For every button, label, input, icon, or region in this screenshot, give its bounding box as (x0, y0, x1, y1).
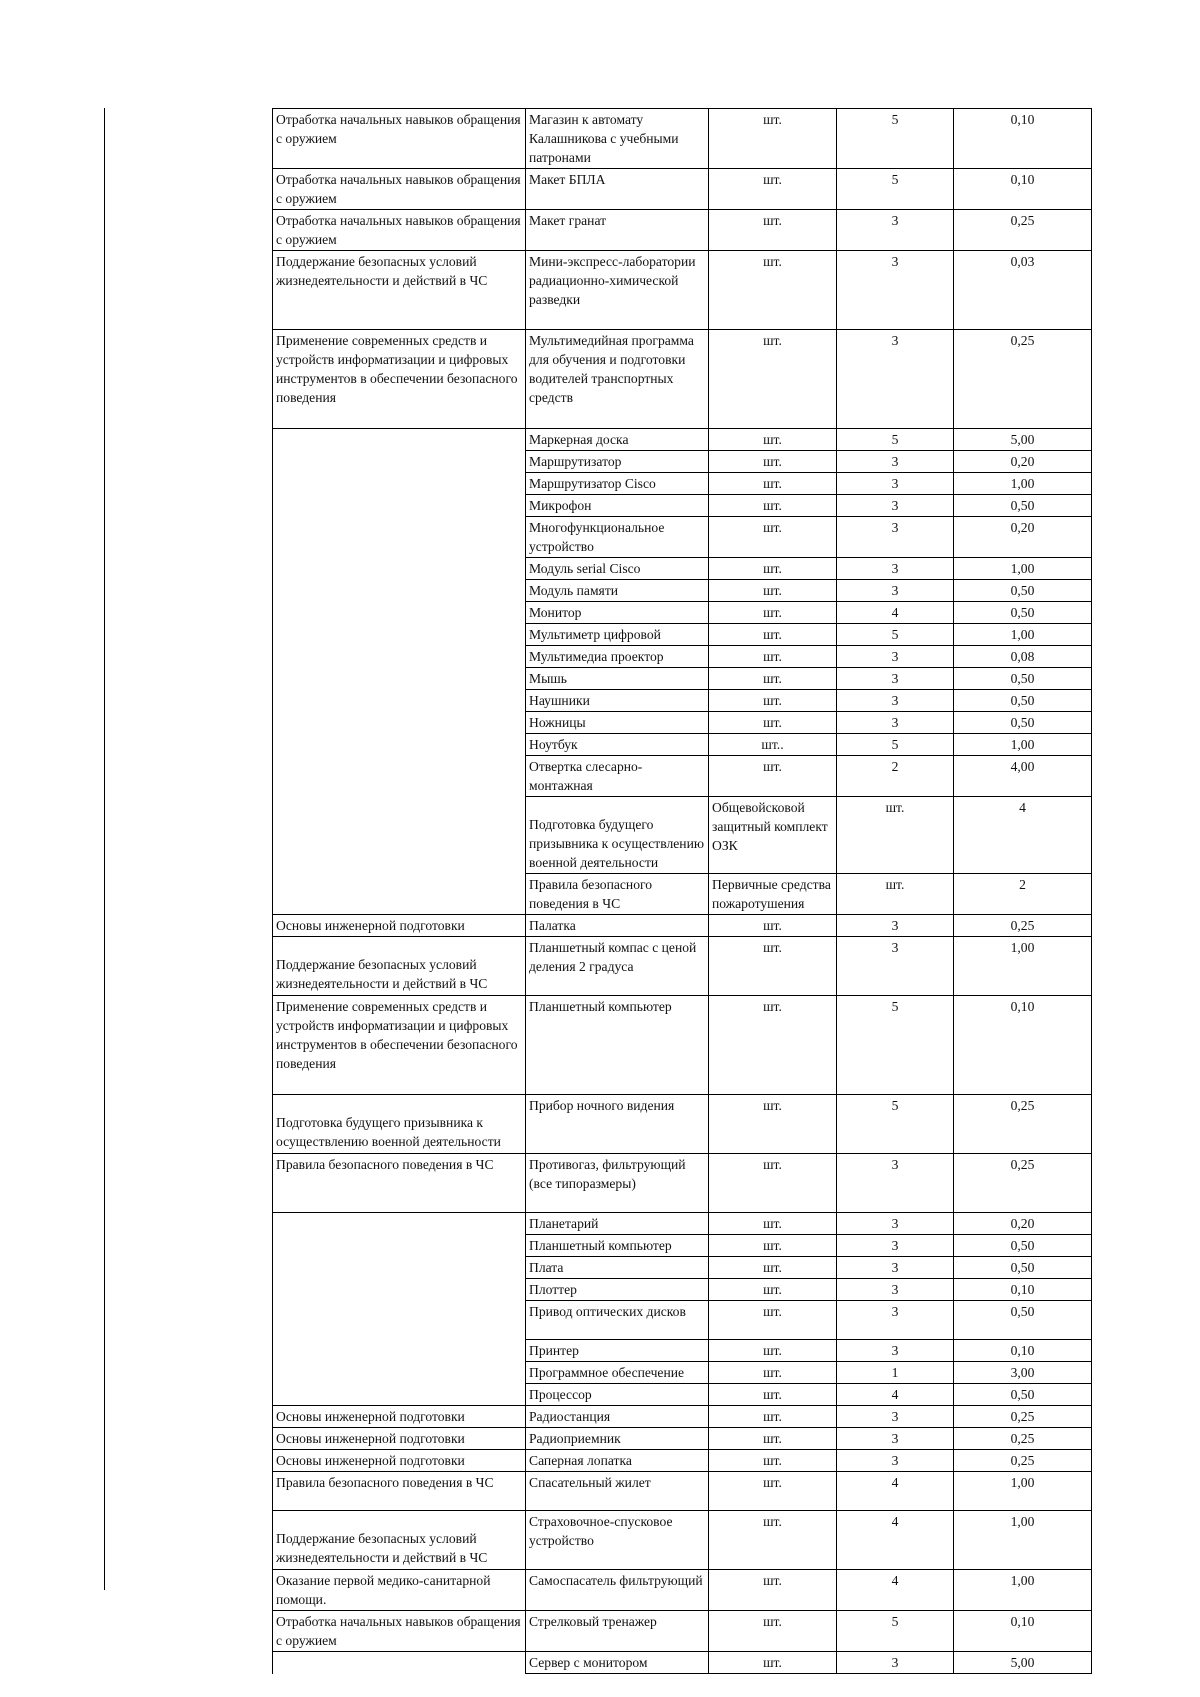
topic-cell: Поддержание безопасных условий жизнедеятельности и действий в ЧС (273, 937, 526, 996)
norm-cell: 1,00 (954, 937, 1092, 996)
table-row (273, 1511, 1092, 1570)
norm-cell: 1,00 (954, 734, 1092, 756)
table-row (273, 937, 1092, 996)
unit-cell: шт. (709, 1154, 837, 1213)
table-row (273, 1213, 1092, 1235)
unit-cell: шт. (709, 1095, 837, 1154)
quantity-cell: 3 (837, 1652, 954, 1674)
unit-cell: шт. (709, 1384, 837, 1406)
unit-cell: шт. (709, 1279, 837, 1301)
quantity-cell: 3 (837, 1406, 954, 1428)
unit-cell: шт.. (709, 734, 837, 756)
table-row (273, 1154, 1092, 1213)
table-row (273, 429, 1092, 451)
item-name-cell: Модуль serial Cisco (526, 558, 709, 580)
quantity-cell: 3 (837, 1257, 954, 1279)
norm-cell: 1,00 (954, 624, 1092, 646)
quantity-cell: 3 (837, 330, 954, 429)
quantity-cell: 4 (954, 797, 1092, 874)
table-row (273, 1611, 1092, 1652)
equipment-table (272, 108, 1092, 1674)
topic-cell: Поддержание безопасных условий жизнедеятельности и действий в ЧС (273, 251, 526, 330)
unit-cell: шт. (709, 668, 837, 690)
quantity-cell: 3 (837, 1428, 954, 1450)
norm-cell: 0,10 (954, 1611, 1092, 1652)
item-name-cell: Маркерная доска (526, 429, 709, 451)
item-name-cell: Спасательный жилет (526, 1472, 709, 1511)
item-name-cell: Плата (526, 1257, 709, 1279)
unit-cell: шт. (709, 1450, 837, 1472)
unit-cell: шт. (709, 495, 837, 517)
norm-cell: 0,50 (954, 580, 1092, 602)
unit-cell: шт. (709, 1301, 837, 1340)
item-name-cell: Многофункциональное устройство (526, 517, 709, 558)
quantity-cell: 3 (837, 690, 954, 712)
unit-cell: шт. (709, 1472, 837, 1511)
topic-cell: Применение современных средств и устройств информатизации и цифровых инструментов в обеспечении безопасного поведения (273, 330, 526, 429)
item-name-cell: Макет БПЛА (526, 169, 709, 210)
norm-cell: 0,03 (954, 251, 1092, 330)
page-margin-line (104, 108, 105, 1590)
item-name-cell: Первичные средства пожаротушения (709, 874, 837, 915)
norm-cell: 0,08 (954, 646, 1092, 668)
quantity-cell: 3 (837, 210, 954, 251)
unit-cell: шт. (709, 624, 837, 646)
norm-cell: 0,10 (954, 169, 1092, 210)
unit-cell: шт. (709, 473, 837, 495)
topic-cell: Отработка начальных навыков обращения с оружием (273, 210, 526, 251)
unit-cell: шт. (709, 210, 837, 251)
unit-cell: шт. (709, 1213, 837, 1235)
norm-cell: 0,25 (954, 1095, 1092, 1154)
quantity-cell: 3 (837, 1340, 954, 1362)
item-name-cell: Противогаз, фильтрующий (все типоразмеры) (526, 1154, 709, 1213)
topic-cell: Отработка начальных навыков обращения с оружием (273, 1611, 526, 1652)
quantity-cell: 5 (837, 429, 954, 451)
topic-cell: Основы инженерной подготовки (273, 1450, 526, 1472)
unit-cell: шт. (709, 1652, 837, 1674)
unit-cell: шт. (709, 558, 837, 580)
item-name-cell: Монитор (526, 602, 709, 624)
quantity-cell: 5 (837, 169, 954, 210)
item-name-cell: Страховочное-спусковое устройство (526, 1511, 709, 1570)
quantity-cell: 3 (837, 251, 954, 330)
unit-cell: шт. (709, 451, 837, 473)
unit-cell: шт. (709, 1428, 837, 1450)
topic-cell: Подготовка будущего призывника к осуществлению военной деятельности (526, 797, 709, 874)
item-name-cell: Магазин к автомату Калашникова с учебными патронами (526, 109, 709, 169)
quantity-cell: 5 (837, 109, 954, 169)
norm-cell: 0,10 (954, 1340, 1092, 1362)
quantity-cell: 3 (837, 1279, 954, 1301)
norm-cell: 0,50 (954, 602, 1092, 624)
item-name-cell: Привод оптических дисков (526, 1301, 709, 1340)
unit-cell: шт. (709, 109, 837, 169)
item-name-cell: Общевойсковой защитный комплект ОЗК (709, 797, 837, 874)
item-name-cell: Радиоприемник (526, 1428, 709, 1450)
item-name-cell: Мини-экспресс-лаборатории радиационно-химической разведки (526, 251, 709, 330)
quantity-cell: 3 (837, 558, 954, 580)
norm-cell: 0,25 (954, 330, 1092, 429)
table-row (273, 109, 1092, 169)
table-row (273, 1095, 1092, 1154)
unit-cell: шт. (709, 1611, 837, 1652)
quantity-cell: 3 (837, 451, 954, 473)
table-row (273, 1428, 1092, 1450)
norm-cell: 0,10 (954, 996, 1092, 1095)
item-name-cell: Стрелковый тренажер (526, 1611, 709, 1652)
item-name-cell: Маршрутизатор Cisco (526, 473, 709, 495)
item-name-cell: Наушники (526, 690, 709, 712)
unit-cell: шт. (709, 251, 837, 330)
norm-cell: 0,50 (954, 1235, 1092, 1257)
quantity-cell: 4 (837, 1472, 954, 1511)
item-name-cell: Палатка (526, 915, 709, 937)
norm-cell: 0,50 (954, 1384, 1092, 1406)
quantity-cell: 5 (837, 996, 954, 1095)
norm-cell: 0,25 (954, 1154, 1092, 1213)
unit-cell: шт. (709, 580, 837, 602)
topic-cell: Правила безопасного поведения в ЧС (273, 1154, 526, 1213)
topic-cell: Правила безопасного поведения в ЧС (273, 1472, 526, 1511)
norm-cell: 0,20 (954, 451, 1092, 473)
table-row (273, 330, 1092, 429)
item-name-cell: Планшетный компьютер (526, 996, 709, 1095)
unit-cell: шт. (709, 1235, 837, 1257)
norm-cell: 0,50 (954, 668, 1092, 690)
quantity-cell: 3 (837, 1154, 954, 1213)
unit-cell: шт. (709, 1362, 837, 1384)
table-row (273, 1450, 1092, 1472)
table-row (273, 169, 1092, 210)
unit-cell: шт. (709, 1340, 837, 1362)
unit-cell: шт. (709, 1570, 837, 1611)
quantity-cell: 3 (837, 473, 954, 495)
quantity-cell: 3 (837, 1235, 954, 1257)
item-name-cell: Процессор (526, 1384, 709, 1406)
topic-cell: Основы инженерной подготовки (273, 1428, 526, 1450)
norm-cell: 0,50 (954, 1301, 1092, 1340)
norm-cell: 0,50 (954, 495, 1092, 517)
table-row (273, 1406, 1092, 1428)
item-name-cell: Планетарий (526, 1213, 709, 1235)
topic-cell (273, 1652, 526, 1674)
item-name-cell: Маршрутизатор (526, 451, 709, 473)
norm-cell: 0,50 (954, 690, 1092, 712)
norm-cell: 0,10 (954, 1279, 1092, 1301)
topic-cell: Поддержание безопасных условий жизнедеятельности и действий в ЧС (273, 1511, 526, 1570)
quantity-cell: 5 (837, 1095, 954, 1154)
topic-cell (273, 429, 526, 915)
topic-cell: Отработка начальных навыков обращения с оружием (273, 169, 526, 210)
item-name-cell: Программное обеспечение (526, 1362, 709, 1384)
topic-cell: Отработка начальных навыков обращения с оружием (273, 109, 526, 169)
table-row (273, 915, 1092, 937)
unit-cell: шт. (709, 1406, 837, 1428)
item-name-cell: Радиостанция (526, 1406, 709, 1428)
unit-cell: шт. (837, 874, 954, 915)
unit-cell: шт. (709, 517, 837, 558)
quantity-cell: 3 (837, 1301, 954, 1340)
table-row (273, 210, 1092, 251)
item-name-cell: Модуль памяти (526, 580, 709, 602)
quantity-cell: 3 (837, 495, 954, 517)
item-name-cell: Прибор ночного видения (526, 1095, 709, 1154)
unit-cell: шт. (709, 937, 837, 996)
item-name-cell: Саперная лопатка (526, 1450, 709, 1472)
unit-cell: шт. (709, 429, 837, 451)
norm-cell: 1,00 (954, 558, 1092, 580)
norm-cell: 0,50 (954, 1257, 1092, 1279)
quantity-cell: 3 (837, 580, 954, 602)
unit-cell: шт. (709, 756, 837, 797)
quantity-cell: 4 (837, 1570, 954, 1611)
item-name-cell: Сервер с монитором (526, 1652, 709, 1674)
table-row (273, 1652, 1092, 1674)
quantity-cell: 3 (837, 517, 954, 558)
unit-cell: шт. (709, 646, 837, 668)
norm-cell: 0,20 (954, 517, 1092, 558)
quantity-cell: 5 (837, 734, 954, 756)
unit-cell: шт. (709, 602, 837, 624)
quantity-cell: 4 (837, 1384, 954, 1406)
quantity-cell: 3 (837, 915, 954, 937)
item-name-cell: Самоспасатель фильтрующий (526, 1570, 709, 1611)
unit-cell: шт. (837, 797, 954, 874)
unit-cell: шт. (709, 169, 837, 210)
quantity-cell: 3 (837, 937, 954, 996)
topic-cell (273, 1213, 526, 1406)
unit-cell: шт. (709, 690, 837, 712)
norm-cell: 3,00 (954, 1362, 1092, 1384)
equipment-table-body (273, 109, 1092, 1674)
item-name-cell: Планшетный компьютер (526, 1235, 709, 1257)
quantity-cell: 2 (837, 756, 954, 797)
topic-cell: Применение современных средств и устройств информатизации и цифровых инструментов в обеспечении безопасного поведения (273, 996, 526, 1095)
topic-cell: Подготовка будущего призывника к осуществлению военной деятельности (273, 1095, 526, 1154)
table-row (273, 1472, 1092, 1511)
norm-cell: 0,25 (954, 1428, 1092, 1450)
norm-cell: 0,25 (954, 210, 1092, 251)
norm-cell: 5,00 (954, 429, 1092, 451)
item-name-cell: Микрофон (526, 495, 709, 517)
quantity-cell: 3 (837, 1213, 954, 1235)
norm-cell: 0,10 (954, 109, 1092, 169)
quantity-cell: 1 (837, 1362, 954, 1384)
topic-cell: Основы инженерной подготовки (273, 915, 526, 937)
quantity-cell: 4 (837, 602, 954, 624)
norm-cell: 1,00 (954, 1570, 1092, 1611)
item-name-cell: Макет гранат (526, 210, 709, 251)
quantity-cell: 2 (954, 874, 1092, 915)
quantity-cell: 3 (837, 646, 954, 668)
norm-cell: 0,25 (954, 1406, 1092, 1428)
norm-cell: 0,20 (954, 1213, 1092, 1235)
item-name-cell: Ноутбук (526, 734, 709, 756)
quantity-cell: 3 (837, 1450, 954, 1472)
item-name-cell: Отвертка слесарно-монтажная (526, 756, 709, 797)
item-name-cell: Мультиметр цифровой (526, 624, 709, 646)
unit-cell: шт. (709, 330, 837, 429)
table-row (273, 996, 1092, 1095)
norm-cell: 0,50 (954, 712, 1092, 734)
item-name-cell: Принтер (526, 1340, 709, 1362)
unit-cell: шт. (709, 712, 837, 734)
norm-cell: 0,25 (954, 1450, 1092, 1472)
item-name-cell: Мышь (526, 668, 709, 690)
unit-cell: шт. (709, 915, 837, 937)
norm-cell: 1,00 (954, 473, 1092, 495)
norm-cell: 1,00 (954, 1472, 1092, 1511)
unit-cell: шт. (709, 1511, 837, 1570)
unit-cell: шт. (709, 996, 837, 1095)
quantity-cell: 3 (837, 712, 954, 734)
quantity-cell: 3 (837, 668, 954, 690)
item-name-cell: Мультимедиа проектор (526, 646, 709, 668)
quantity-cell: 5 (837, 1611, 954, 1652)
quantity-cell: 4 (837, 1511, 954, 1570)
item-name-cell: Мультимедийная программа для обучения и подготовки водителей транспортных средств (526, 330, 709, 429)
item-name-cell: Плоттер (526, 1279, 709, 1301)
topic-cell: Основы инженерной подготовки (273, 1406, 526, 1428)
item-name-cell: Ножницы (526, 712, 709, 734)
norm-cell: 5,00 (954, 1652, 1092, 1674)
unit-cell: шт. (709, 1257, 837, 1279)
quantity-cell: 5 (837, 624, 954, 646)
topic-cell: Оказание первой медико-санитарной помощи. (273, 1570, 526, 1611)
topic-cell: Правила безопасного поведения в ЧС (526, 874, 709, 915)
norm-cell: 4,00 (954, 756, 1092, 797)
table-row (273, 1570, 1092, 1611)
item-name-cell: Планшетный компас с ценой деления 2 градуса (526, 937, 709, 996)
norm-cell: 1,00 (954, 1511, 1092, 1570)
norm-cell: 0,25 (954, 915, 1092, 937)
table-row (273, 251, 1092, 330)
